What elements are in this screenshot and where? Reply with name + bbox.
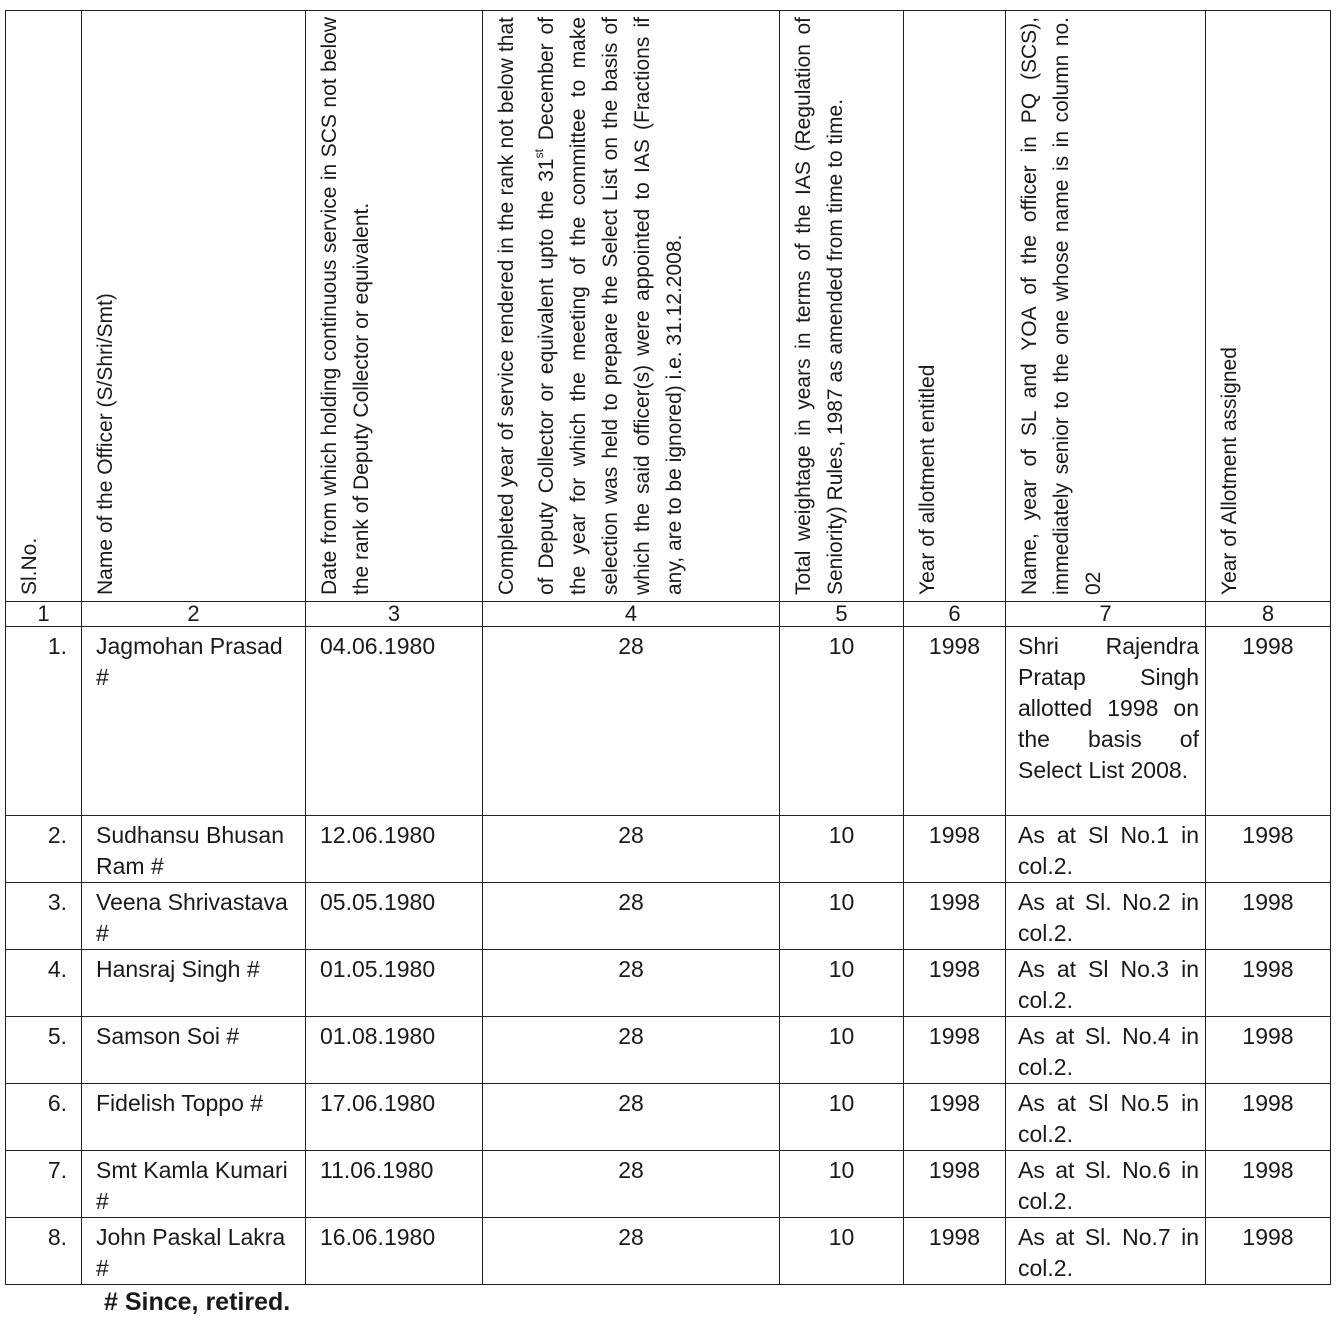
cell-years: 28 bbox=[483, 950, 780, 1017]
cell-sl: 3. bbox=[6, 883, 82, 950]
cell-date: 04.06.1980 bbox=[306, 627, 483, 816]
cell-sl: 2. bbox=[6, 816, 82, 883]
cell-date: 12.06.1980 bbox=[306, 816, 483, 883]
cell-years: 28 bbox=[483, 816, 780, 883]
cell-weightage: 10 bbox=[780, 1151, 904, 1218]
cell-weightage: 10 bbox=[780, 883, 904, 950]
cell-entitled: 1998 bbox=[904, 1218, 1006, 1285]
column-number-row bbox=[6, 602, 1331, 627]
cell-weightage: 10 bbox=[780, 816, 904, 883]
header-cell-3 bbox=[306, 11, 483, 602]
cell-name: Jagmohan Prasad # bbox=[82, 627, 306, 816]
column-number: 8 bbox=[1206, 602, 1331, 627]
header-text-4 bbox=[491, 17, 773, 595]
cell-entitled: 1998 bbox=[904, 883, 1006, 950]
cell-years: 28 bbox=[483, 1017, 780, 1084]
cell-years: 28 bbox=[483, 1151, 780, 1218]
cell-sl: 8. bbox=[6, 1218, 82, 1285]
table-row bbox=[6, 883, 1331, 950]
column-number: 7 bbox=[1006, 602, 1206, 627]
column-number: 1 bbox=[6, 602, 82, 627]
cell-years: 28 bbox=[483, 1084, 780, 1151]
header-row bbox=[6, 11, 1331, 602]
cell-senior: Shri Rajendra Pratap Singh allotted 1998 on the basis of Select List 2008. bbox=[1006, 627, 1206, 816]
column-number: 2 bbox=[82, 602, 306, 627]
cell-assigned: 1998 bbox=[1206, 1218, 1331, 1285]
cell-assigned: 1998 bbox=[1206, 816, 1331, 883]
table-row bbox=[6, 816, 1331, 883]
header-text-8: Year of Allotment assigned bbox=[1218, 347, 1241, 595]
header-cell-1 bbox=[6, 11, 82, 602]
column-number: 6 bbox=[904, 602, 1006, 627]
header-cell-5 bbox=[780, 11, 904, 602]
cell-assigned: 1998 bbox=[1206, 1084, 1331, 1151]
cell-date: 01.08.1980 bbox=[306, 1017, 483, 1084]
footnote: # Since, retired. bbox=[104, 1288, 291, 1316]
header-cell-2 bbox=[82, 11, 306, 602]
header-text-4-pre: Completed year of service rendered in the rank not below that of Deputy Collector or equivalent upto the 31 bbox=[495, 17, 558, 595]
header-text-4-post: December of the year for which the meeting of the committee to make selection was held to prepare the Select List on the basis of which the said officer(s) were appointed to IAS (Fractions if any, are to be ignored) i.e. 31.12.2008. bbox=[535, 17, 686, 595]
cell-assigned: 1998 bbox=[1206, 1017, 1331, 1084]
header-text-4-sup: st bbox=[532, 149, 546, 159]
cell-date: 17.06.1980 bbox=[306, 1084, 483, 1151]
cell-senior: As at Sl. No.7 in col.2. bbox=[1006, 1218, 1206, 1285]
cell-weightage: 10 bbox=[780, 1218, 904, 1285]
header-text-6: Year of allotment entitled bbox=[916, 364, 939, 595]
column-number: 4 bbox=[483, 602, 780, 627]
cell-entitled: 1998 bbox=[904, 627, 1006, 816]
cell-weightage: 10 bbox=[780, 627, 904, 816]
table-row bbox=[6, 950, 1331, 1017]
header-cell-8 bbox=[1206, 11, 1331, 602]
cell-weightage: 10 bbox=[780, 1084, 904, 1151]
cell-senior: As at Sl. No.2 in col.2. bbox=[1006, 883, 1206, 950]
cell-sl: 4. bbox=[6, 950, 82, 1017]
cell-assigned: 1998 bbox=[1206, 950, 1331, 1017]
header-cell-4 bbox=[483, 11, 780, 602]
cell-years: 28 bbox=[483, 627, 780, 816]
cell-name: John Paskal Lakra # bbox=[82, 1218, 306, 1285]
cell-entitled: 1998 bbox=[904, 816, 1006, 883]
cell-assigned: 1998 bbox=[1206, 627, 1331, 816]
header-text-1: Sl.No. bbox=[18, 537, 41, 595]
cell-weightage: 10 bbox=[780, 1017, 904, 1084]
cell-sl: 1. bbox=[6, 627, 82, 816]
cell-senior: As at Sl No.3 in col.2. bbox=[1006, 950, 1206, 1017]
cell-name: Smt Kamla Kumari # bbox=[82, 1151, 306, 1218]
cell-entitled: 1998 bbox=[904, 1151, 1006, 1218]
cell-years: 28 bbox=[483, 1218, 780, 1285]
cell-name: Fidelish Toppo # bbox=[82, 1084, 306, 1151]
cell-name: Sudhansu Bhusan Ram # bbox=[82, 816, 306, 883]
header-text-3: Date from which holding continuous service in SCS not below the rank of Deputy Collector or equivalent. bbox=[318, 17, 373, 595]
header-text-7: Name, year of SL and YOA of the officer in PQ (SCS), immediately senior to the one whose name is in column no. 02 bbox=[1018, 17, 1105, 595]
cell-date: 05.05.1980 bbox=[306, 883, 483, 950]
cell-senior: As at Sl. No.6 in col.2. bbox=[1006, 1151, 1206, 1218]
cell-weightage: 10 bbox=[780, 950, 904, 1017]
cell-senior: As at Sl. No.4 in col.2. bbox=[1006, 1017, 1206, 1084]
column-number: 3 bbox=[306, 602, 483, 627]
cell-entitled: 1998 bbox=[904, 950, 1006, 1017]
cell-name: Hansraj Singh # bbox=[82, 950, 306, 1017]
cell-senior: As at Sl No.5 in col.2. bbox=[1006, 1084, 1206, 1151]
column-number: 5 bbox=[780, 602, 904, 627]
header-cell-7 bbox=[1006, 11, 1206, 602]
cell-assigned: 1998 bbox=[1206, 883, 1331, 950]
header-cell-6 bbox=[904, 11, 1006, 602]
cell-name: Veena Shrivastava # bbox=[82, 883, 306, 950]
table-row bbox=[6, 627, 1331, 816]
cell-assigned: 1998 bbox=[1206, 1151, 1331, 1218]
table-row bbox=[6, 1218, 1331, 1285]
header-text-5: Total weightage in years in terms of the IAS (Regulation of Seniority) Rules, 1987 as amended from time to time. bbox=[792, 17, 847, 595]
cell-sl: 7. bbox=[6, 1151, 82, 1218]
cell-entitled: 1998 bbox=[904, 1084, 1006, 1151]
cell-senior: As at Sl No.1 in col.2. bbox=[1006, 816, 1206, 883]
table-row bbox=[6, 1017, 1331, 1084]
cell-date: 01.05.1980 bbox=[306, 950, 483, 1017]
header-text-2: Name of the Officer (S/Shri/Smt) bbox=[94, 293, 117, 595]
seniority-table bbox=[5, 10, 1331, 1285]
cell-entitled: 1998 bbox=[904, 1017, 1006, 1084]
cell-sl: 6. bbox=[6, 1084, 82, 1151]
cell-sl: 5. bbox=[6, 1017, 82, 1084]
table-row bbox=[6, 1151, 1331, 1218]
cell-name: Samson Soi # bbox=[82, 1017, 306, 1084]
cell-date: 16.06.1980 bbox=[306, 1218, 483, 1285]
cell-years: 28 bbox=[483, 883, 780, 950]
table-row bbox=[6, 1084, 1331, 1151]
cell-date: 11.06.1980 bbox=[306, 1151, 483, 1218]
